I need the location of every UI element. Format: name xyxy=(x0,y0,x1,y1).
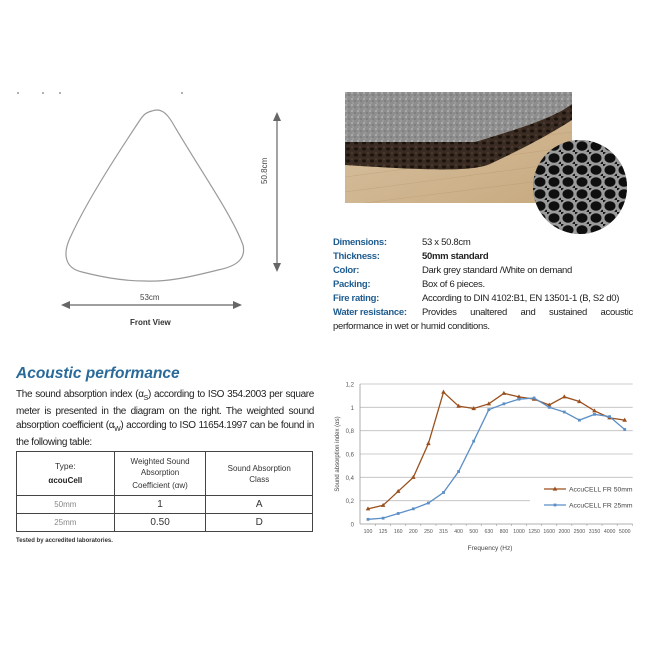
legend-marker xyxy=(554,504,557,507)
spec-key: Fire rating: xyxy=(333,293,380,304)
spec-key: Color: xyxy=(333,265,360,276)
data-point-marker xyxy=(503,402,506,405)
spec-key: Packing: xyxy=(333,279,371,290)
header-text: Weighted Sound xyxy=(130,457,190,466)
spec-thickness xyxy=(333,250,633,264)
x-tick-label: 100 xyxy=(363,529,373,535)
alpha-s-symbol: $\alpha_S$ xyxy=(138,389,148,402)
data-point-marker xyxy=(502,391,507,395)
cell-type: 50mm xyxy=(17,496,115,514)
spec-key: Thickness: xyxy=(333,251,380,262)
x-tick-label: 1000 xyxy=(513,529,525,535)
foam-closeup-inset xyxy=(533,140,627,234)
height-dimension-arrow xyxy=(270,112,284,272)
header-type xyxy=(17,452,115,496)
x-tick-label: 315 xyxy=(439,529,448,535)
data-point-marker xyxy=(578,419,581,422)
height-dimension-label: 50.8cm xyxy=(260,157,269,184)
data-point-marker xyxy=(426,441,431,445)
spec-value: 53 x 50.8cm xyxy=(422,237,471,248)
x-tick-label: 1250 xyxy=(528,529,540,535)
spec-value: 50mm standard xyxy=(422,251,489,262)
type-label: Type: xyxy=(54,461,76,471)
product-specs xyxy=(333,236,633,334)
data-point-marker xyxy=(623,428,626,431)
spec-water-resistance-continuation: performance in wet or humid conditions. xyxy=(333,321,490,332)
header-text: Coefficient (αw) xyxy=(132,481,188,490)
data-point-marker xyxy=(382,517,385,520)
series-line xyxy=(368,398,625,519)
y-tick-label: 0,6 xyxy=(345,452,354,459)
cell-type: 25mm xyxy=(17,514,115,532)
x-tick-label: 3150 xyxy=(588,529,601,535)
spec-water-resistance xyxy=(333,306,633,320)
y-tick-label: 0,4 xyxy=(345,475,354,482)
absorption-chart xyxy=(330,370,650,570)
data-point-marker xyxy=(487,408,490,411)
data-point-marker xyxy=(472,440,475,443)
width-dimension-label: 53cm xyxy=(140,293,160,302)
header-text: Class xyxy=(249,474,270,484)
spec-dimensions xyxy=(333,236,633,250)
header-text: Absorption xyxy=(140,468,180,477)
x-tick-label: 500 xyxy=(469,529,479,535)
x-tick-label: 250 xyxy=(424,529,433,535)
table-row xyxy=(17,496,313,514)
legend-label: AccuCELL FR 25mm xyxy=(569,502,633,510)
y-tick-label: 1 xyxy=(350,405,354,412)
x-tick-label: 800 xyxy=(499,529,509,535)
y-tick-label: 0,2 xyxy=(345,499,354,506)
x-tick-label: 5000 xyxy=(618,529,631,535)
data-point-marker xyxy=(442,491,445,494)
x-tick-label: 2500 xyxy=(573,529,586,535)
text: The sound absorption index ( xyxy=(16,389,139,400)
x-tick-label: 400 xyxy=(454,529,463,535)
absorption-table xyxy=(16,451,313,532)
header-coefficient xyxy=(114,452,206,496)
spec-fire-rating xyxy=(333,292,633,306)
spec-color xyxy=(333,264,633,278)
test-note: Tested by accredited laboratories. xyxy=(16,538,113,544)
cell-class: D xyxy=(206,514,313,532)
data-point-marker xyxy=(397,512,400,515)
spec-value: Dark grey standard /White on demand xyxy=(422,265,573,276)
data-point-marker xyxy=(562,394,567,398)
x-axis-label: Frequency (Hz) xyxy=(467,545,513,552)
x-tick-label: 200 xyxy=(408,529,418,535)
data-point-marker xyxy=(367,518,370,521)
text: ) according to ISO 354.2003 per square meter is presented in the diagram on the right. The weighted sound absorption coefficient ( xyxy=(16,389,314,431)
header-text: Sound Absorption xyxy=(227,463,291,473)
header-class xyxy=(206,452,313,496)
x-tick-label: 4000 xyxy=(603,529,616,535)
spec-key: Dimensions: xyxy=(333,237,387,248)
brand-logo: αcouCell xyxy=(48,476,83,485)
data-point-marker xyxy=(411,475,416,479)
data-point-marker xyxy=(457,470,460,473)
data-point-marker xyxy=(427,502,430,505)
data-point-marker xyxy=(593,413,596,416)
cell-class: A xyxy=(206,496,313,514)
front-view-caption: Front View xyxy=(130,318,171,327)
y-tick-label: 0 xyxy=(350,522,354,529)
text: ) according to ISO 11654.1997 can be found in the following table: xyxy=(16,419,314,448)
spec-value: Box of 6 pieces. xyxy=(422,279,485,290)
data-point-marker xyxy=(412,507,415,510)
y-axis-label: Sound absorption index (αs) xyxy=(335,416,341,492)
spec-key: Water resistance: xyxy=(333,307,407,318)
x-tick-label: 630 xyxy=(484,529,494,535)
alpha-w-symbol: $\alpha_W$ xyxy=(108,419,121,433)
y-tick-label: 0,8 xyxy=(345,429,354,436)
cell-coefficient: 1 xyxy=(114,496,206,514)
data-point-marker xyxy=(563,411,566,414)
data-point-marker xyxy=(441,390,446,394)
spec-value: Provides unaltered and sustained acoustic xyxy=(422,307,633,318)
y-tick-label: 1,2 xyxy=(345,382,354,389)
x-tick-label: 160 xyxy=(393,529,403,535)
spec-value: According to DIN 4102:B1, EN 13501-1 (B, S2 d0) xyxy=(422,293,620,304)
table-row xyxy=(17,514,313,532)
legend-label: AccuCELL FR 50mm xyxy=(569,486,633,494)
section-title: Acoustic performance xyxy=(16,365,180,382)
table-header-row xyxy=(17,452,313,496)
data-point-marker xyxy=(533,397,536,400)
spec-packing xyxy=(333,278,633,292)
data-point-marker xyxy=(518,398,521,401)
acoustic-description xyxy=(16,388,314,449)
data-point-marker xyxy=(608,415,611,418)
data-point-marker xyxy=(548,406,551,409)
x-tick-label: 125 xyxy=(378,529,388,535)
cell-coefficient: 0.50 xyxy=(114,514,206,532)
x-tick-label: 1600 xyxy=(543,529,555,535)
x-tick-label: 2000 xyxy=(558,529,571,535)
